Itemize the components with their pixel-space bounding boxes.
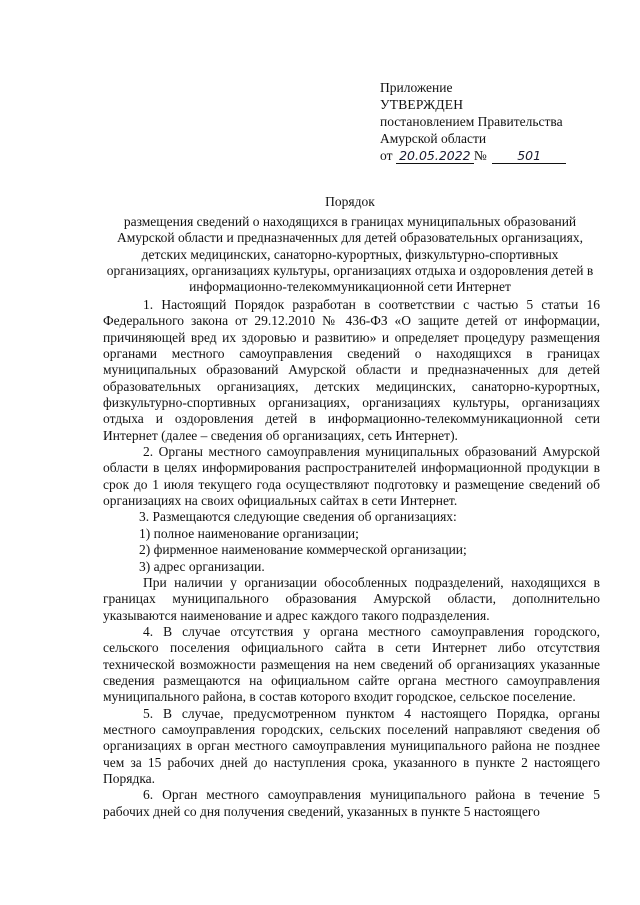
list-item-1: 1) полное наименование организации; bbox=[139, 525, 359, 541]
paragraph-1: 1. Настоящий Порядок разработан в соответствии с частью 5 статьи 16 Федерального закона от 29.12.2010 № 436-ФЗ «О защите детей от информации, причиняющей вред их здоровью и развитию» и определяет процедуру размещения органами местного самоуправления сведений о находящихся в границах муниципальных образований Амурской области и предназначенных для детей образовательных организациях, детских медицинских, санаторно-курортных, физкультурно-спортивных организациях, организациях культуры, организациях отдыха и оздоровления детей в информационно-телекоммуникационной сети Интернет (далее – сведения об организациях, сеть Интернет). bbox=[103, 297, 600, 443]
region-label: Амурской области bbox=[380, 131, 487, 146]
decree-label: постановлением Правительства bbox=[380, 114, 563, 129]
date-prefix: от bbox=[380, 148, 393, 163]
appendix-label: Приложение bbox=[380, 80, 453, 95]
number-prefix: № bbox=[473, 148, 487, 163]
paragraph-5: 5. В случае, предусмотренном пунктом 4 настоящего Порядка, органы местного самоуправления городских, сельских поселений направляют сведения об организациях в орган местного самоуправления муниципального района не позднее чем за 15 рабочих дней до наступления срока, указанного в пункте 2 настоящего Порядка. bbox=[103, 705, 600, 786]
paragraph-2: 2. Органы местного самоуправления муниципальных образований Амурской области в целях информирования распространителей информационной продукции в срок до 1 июля текущего года осуществляют подготовку и размещение сведений об организациях на своих официальных сайтах в сети Интернет. bbox=[103, 444, 600, 509]
paragraph-3: 3. Размещаются следующие сведения об организациях: bbox=[139, 509, 457, 525]
handwritten-date: 20.05.2022 bbox=[396, 149, 474, 164]
document-body bbox=[103, 297, 600, 820]
paragraph-4: 4. В случае отсутствия у органа местного самоуправления городского, сельского поселения официального сайта в сети Интернет либо отсутствия технической возможности размещения на нем сведений об организациях указанные сведения размещаются на официальном сайте органа местного самоуправления муниципального района, в состав которого входит городское, сельское поселение. bbox=[103, 623, 600, 705]
title-heading: Порядок bbox=[325, 194, 375, 209]
list-item-2: 2) фирменное наименование коммерческой организации; bbox=[139, 542, 467, 558]
paragraph-subdivisions: При наличии у организации обособленных подразделений, находящихся в границах муниципального образования Амурской области, дополнительно указываются наименование и адрес каждого такого подразделения. bbox=[103, 574, 600, 623]
approved-label: УТВЕРЖДЕН bbox=[380, 97, 464, 112]
handwritten-number: 501 bbox=[492, 149, 566, 164]
approval-stamp bbox=[380, 79, 620, 164]
paragraph-6: 6. Орган местного самоуправления муниципального района в течение 5 рабочих дней со дня получения сведений, указанных в пункте 5 настоящего bbox=[103, 787, 600, 819]
date-number-line bbox=[380, 147, 620, 164]
document-title bbox=[100, 194, 600, 295]
list-item-3: 3) адрес организации. bbox=[139, 558, 265, 574]
title-subtitle: размещения сведений о находящихся в границах муниципальных образований Амурской области и предназначенных для детей образовательных организациях, детских медицинских, санаторно-курортных, физкультурно-спортивных организациях, организациях культуры, организациях отдыха и оздоровления детей в информационно-телекоммуникационной сети Интернет bbox=[106, 214, 594, 295]
